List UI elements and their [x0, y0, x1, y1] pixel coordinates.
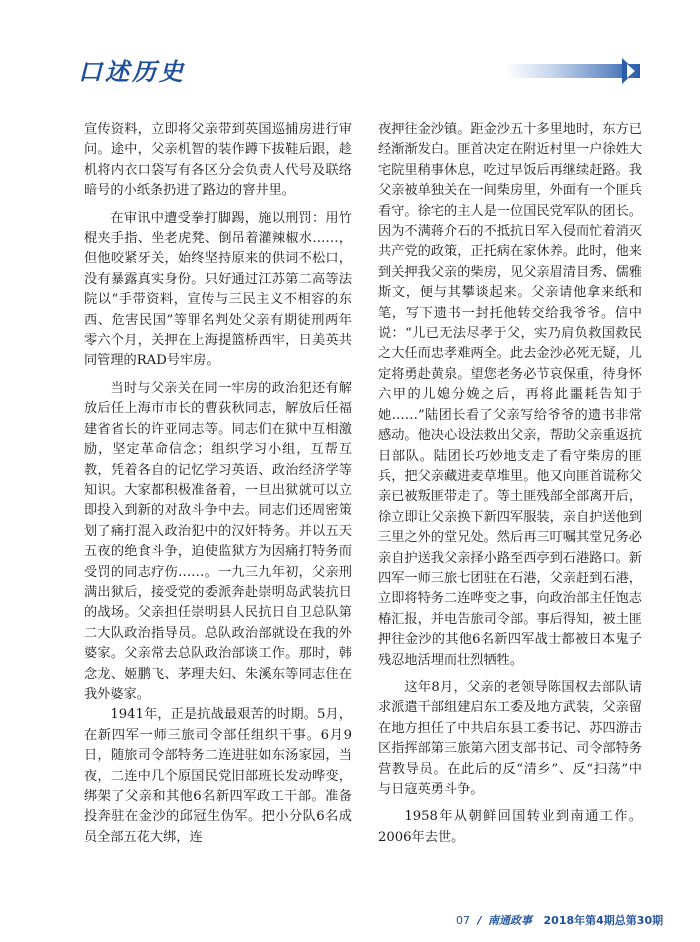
page-header	[0, 0, 700, 110]
right-column	[378, 120, 642, 848]
left-column	[84, 120, 352, 848]
magazine-name: 南通政事	[488, 914, 533, 927]
paragraph: 当时与父亲关在同一牢房的政治犯还有解放后任上海市市长的曹荻秋同志，解放后任福建省省长的许亚同志等。同志们在狱中互相激励，坚定革命信念；组织学习小组，互帮互教，凭着各自的记忆学习英语、政治经济学等知识。大家都积极准备着，一旦出狱就可以立即投入到新的对敌斗争中去。同志们还周密策划了痛打混入政治犯中的汉奸特务。并以五天五夜的绝食斗争，迫使监狱方为因痛打特务而受罚的同志疗伤……。一九三九年初，父亲刑满出狱后，接受党的委派奔赴崇明岛武装抗日的战场。父亲担任崇明县人民抗日自卫总队第二大队政治指导员。总队政治部就设在我的外婆家。父亲常去总队政治部谈工作。那时，韩念龙、姬鹏飞、茅理夫妇、朱溪东等同志住在我外婆家。	[84, 380, 352, 702]
footer-slash: /	[477, 914, 482, 927]
paragraph: 夜押往金沙镇。距金沙五十多里地时，东方已经渐渐发白。匪首决定在附近村里一户徐姓大宅院里稍事休息，吃过早饭后再继续赶路。我父亲被单独关在一间柴房里，外面有一个匪兵看守。徐宅的主人是一位国民党军队的团长。因为不满蒋介石的不抵抗日军入侵而忙着消灭共产党的政策，正托病在家休养。此时，他来到关押我父亲的柴房，见父亲眉清目秀、儒雅斯文，便与其攀谈起来。父亲请他拿来纸和笔，写下遗书一封托他转交给我爷爷。信中说：“儿已无法尽孝于父，实乃肩负救国救民之大任而忠孝难两全。此去金沙必死无疑，儿定将勇赴黄泉。望您老务必节哀保重，待身怀六甲的儿媳分娩之后，再将此噩耗告知于她……”陆团长看了父亲写给爷爷的遗书非常感动。他决心设法救出父亲，帮助父亲重返抗日部队。陆团长巧妙地支走了看守柴房的匪兵，把父亲藏进麦草堆里。他又向匪首谎称父亲已被叛匪带走了。等土匪残部全部离开后，徐立即让父亲换下新四军服装，亲自护送他到三里之外的堂兄处。然后再三叮嘱其堂兄务必亲自护送我父亲择小路至西亭到石港路口。新四军一师三旅七团驻在石港，父亲赶到石港，立即将特务二连哗变之事，向政治部主任饱志椿汇报，并电告旅司令部。事后得知，被土匪押往金沙的其他6名新四军战士都被日本鬼子残忍地活埋而壮烈牺牲。	[378, 122, 642, 668]
section-title: 口述历史	[78, 58, 186, 86]
page-footer	[456, 912, 664, 930]
chevron-inner-icon	[627, 64, 635, 78]
issue-info: 2018年第4期总第30期	[543, 914, 664, 927]
paragraph: 宣传资料，立即将父亲带到英国巡捕房进行审问。途中，父亲机智的装作蹲下拔鞋后跟，趁机将内衣口袋写有各区分会负责人代号及联络暗号的小纸条扔进了路边的窨井里。	[84, 122, 352, 199]
header-gradient-band	[505, 64, 640, 78]
paragraph: 这年8月，父亲的老领导陈国权去部队请求派遣干部组建启东工委及地方武装，父亲留在地方担任了中共启东县工委书记、苏四游击区指挥部第三旅第六团支部书记、司令部特务营教导员。在此后的反“清乡”、反“扫荡”中与日寇英勇斗争。	[378, 679, 642, 797]
paragraph: 1958年从朝鲜回国转业到南通工作。2006年去世。	[378, 809, 642, 845]
paragraph: 在审讯中遭受拳打脚踢，施以刑罚：用竹棍夹手指、坐老虎凳、倒吊着灌辣椒水……，但他咬紧牙关，始终坚持原来的供词不松口，没有暴露真实身份。只好通过江苏第二高等法院以“手带资料，宣传与三民主义不相容的东西、危害民国”等罪名判处父亲有期徒刑两年零六个月，关押在上海提篮桥西牢，日美英共同管理的RAD号牢房。	[84, 210, 352, 369]
page-number: 07	[456, 914, 470, 927]
paragraph: 1941年，正是抗战最艰苦的时期。5月，在新四军一师三旅司令部任组织干事。6月9日，随旅司令部特务二连进驻如东汤家园，当夜，二连中几个原国民党旧部班长发动哗变，绑架了父亲和其他6名新四军政工干部。准备投奔驻在金沙的邱冠生伪军。把小分队6名成员全部五花大绑，连	[84, 707, 352, 845]
